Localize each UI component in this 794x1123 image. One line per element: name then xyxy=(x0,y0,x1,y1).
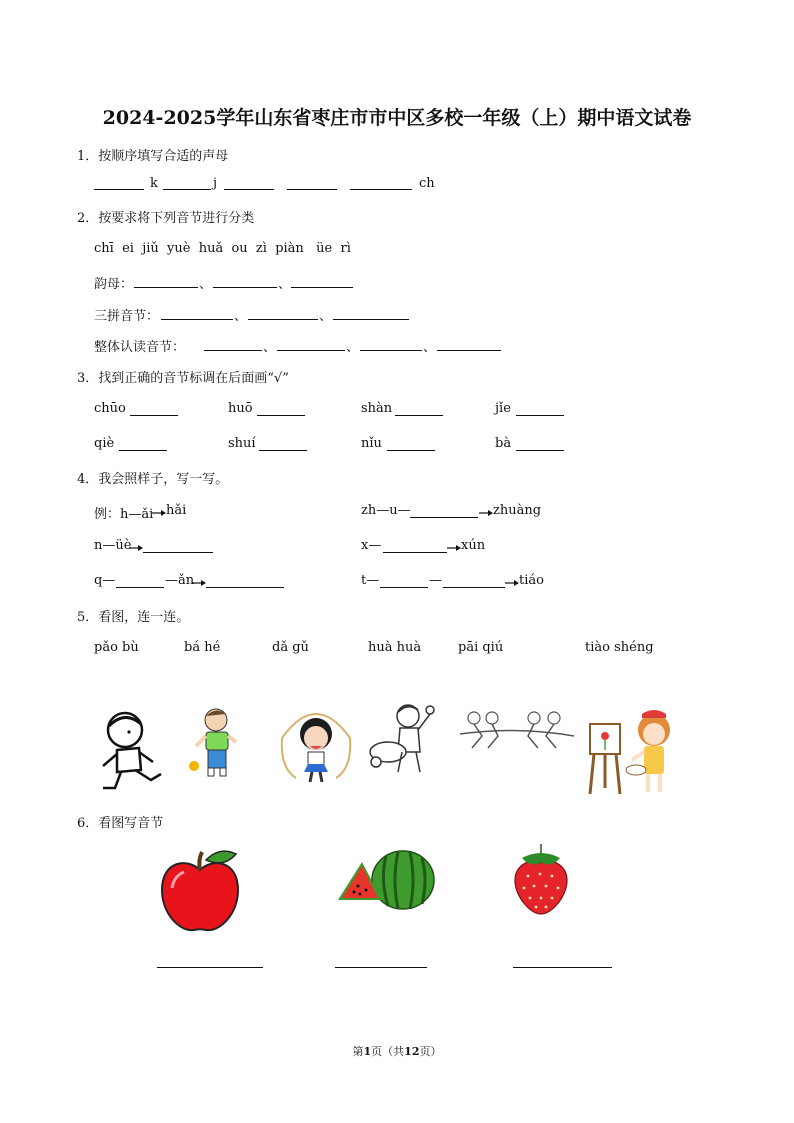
apple-image[interactable] xyxy=(158,848,242,934)
separator: 、 xyxy=(346,340,360,355)
zhengti-label: 整体认读音节： xyxy=(94,340,186,355)
answer-blank[interactable] xyxy=(383,552,447,553)
yunmu-label: 韵母： xyxy=(94,277,134,292)
syllable-option: shuí xyxy=(228,436,256,451)
separator: 、 xyxy=(263,340,277,355)
separator: 、 xyxy=(199,277,213,292)
question-1-label: 1．按顺序填写合适的声母 xyxy=(77,149,229,164)
painting-girl-image[interactable] xyxy=(586,708,678,796)
match-word[interactable]: dǎ gǔ xyxy=(272,640,309,655)
answer-blank[interactable] xyxy=(116,587,164,588)
zh-result: zhuàng xyxy=(493,503,542,518)
given-letter: ch xyxy=(419,176,435,191)
syllable-option: nǐu xyxy=(361,436,382,451)
answer-blank[interactable] xyxy=(213,287,277,288)
answer-blank[interactable] xyxy=(161,319,233,320)
arrow-icon xyxy=(192,580,206,586)
answer-blank[interactable] xyxy=(257,415,305,416)
answer-blank[interactable] xyxy=(134,287,198,288)
match-word[interactable]: huà huà xyxy=(368,640,422,655)
answer-blank[interactable] xyxy=(437,350,501,351)
arrow-icon xyxy=(447,545,461,551)
match-word[interactable]: bá hé xyxy=(184,640,221,655)
ball-boy-image[interactable] xyxy=(186,706,238,780)
separator: 、 xyxy=(234,309,248,324)
answer-blank[interactable] xyxy=(224,189,274,190)
syllable-option: huō xyxy=(228,401,253,416)
footer-mid: 页（共 xyxy=(371,1045,405,1058)
match-word[interactable]: tiào shéng xyxy=(585,640,654,655)
n-prefix: n—üè xyxy=(94,538,132,553)
q-mid: —ǎn xyxy=(165,573,195,588)
syllable-list: chī ei jiǔ yuè huǎ ou zì piàn üe rì xyxy=(94,241,351,256)
example-result: hǎi xyxy=(166,503,187,518)
arrow-icon xyxy=(505,580,519,586)
answer-blank[interactable] xyxy=(410,517,478,518)
answer-blank[interactable] xyxy=(163,189,211,190)
question-5-label: 5．看图，连一连。 xyxy=(77,610,190,625)
separator: 、 xyxy=(278,277,292,292)
tug-of-war-image[interactable] xyxy=(458,708,576,752)
match-word[interactable]: pǎo bù xyxy=(94,640,139,655)
q-prefix: q— xyxy=(94,573,116,588)
footer-total-pages: 12 xyxy=(404,1045,420,1058)
arrow-icon xyxy=(479,510,493,516)
example-prefix: 例：h—ǎi xyxy=(94,507,154,522)
answer-blank[interactable] xyxy=(277,350,345,351)
page-footer xyxy=(0,1043,794,1059)
answer-blank[interactable] xyxy=(333,319,409,320)
footer-post: 页） xyxy=(419,1045,442,1058)
separator: 、 xyxy=(423,340,437,355)
jump-rope-girl-image[interactable] xyxy=(274,708,358,790)
answer-blank[interactable] xyxy=(248,319,318,320)
answer-blank[interactable] xyxy=(119,450,167,451)
question-4-label: 4．我会照样子，写一写。 xyxy=(77,472,229,487)
page-title: 2024-2025学年山东省枣庄市市中区多校一年级（上）期中语文试卷 xyxy=(102,107,692,129)
x-result: xún xyxy=(461,538,486,553)
answer-blank[interactable] xyxy=(204,350,262,351)
answer-blank[interactable] xyxy=(360,350,422,351)
answer-blank[interactable] xyxy=(143,552,213,553)
match-word[interactable]: pāi qiú xyxy=(458,640,504,655)
strawberry-image[interactable] xyxy=(512,842,570,916)
answer-blank[interactable] xyxy=(130,415,178,416)
answer-blank[interactable] xyxy=(287,189,337,190)
footer-pre: 第 xyxy=(352,1045,364,1058)
syllable-option: chūo xyxy=(94,401,126,416)
separator: 、 xyxy=(319,309,333,324)
syllable-option: jǐe xyxy=(495,401,511,416)
answer-blank[interactable] xyxy=(395,415,443,416)
syllable-option: shàn xyxy=(361,401,393,416)
syllable-option: bà xyxy=(495,436,512,451)
answer-blank[interactable] xyxy=(335,967,427,968)
given-letter: k xyxy=(150,176,158,191)
arrow-icon xyxy=(152,510,166,516)
answer-blank[interactable] xyxy=(513,967,612,968)
question-3-label: 3．找到正确的音节标调在后面画“√” xyxy=(77,371,289,386)
t-mid: — xyxy=(429,573,442,588)
question-6-label: 6．看图写音节 xyxy=(77,816,164,831)
answer-blank[interactable] xyxy=(259,450,307,451)
t-result: tiáo xyxy=(519,573,544,588)
syllable-option: qiè xyxy=(94,436,115,451)
answer-blank[interactable] xyxy=(443,587,505,588)
answer-blank[interactable] xyxy=(291,287,353,288)
answer-blank[interactable] xyxy=(380,587,428,588)
answer-blank[interactable] xyxy=(516,450,564,451)
running-boy-image[interactable] xyxy=(95,708,167,794)
drum-boy-image[interactable] xyxy=(368,700,438,778)
footer-page-number: 1 xyxy=(363,1045,372,1058)
t-prefix: t— xyxy=(361,573,380,588)
sanpin-label: 三拼音节： xyxy=(94,309,160,324)
given-letter: j xyxy=(213,176,218,191)
answer-blank[interactable] xyxy=(516,415,564,416)
answer-blank[interactable] xyxy=(350,189,412,190)
answer-blank[interactable] xyxy=(157,967,263,968)
zh-prefix: zh—u— xyxy=(361,503,411,518)
answer-blank[interactable] xyxy=(94,189,144,190)
watermelon-image[interactable] xyxy=(336,848,436,912)
answer-blank[interactable] xyxy=(387,450,435,451)
question-2-label: 2．按要求将下列音节进行分类 xyxy=(77,211,255,226)
arrow-icon xyxy=(129,545,143,551)
answer-blank[interactable] xyxy=(206,587,284,588)
x-prefix: x— xyxy=(361,538,382,553)
